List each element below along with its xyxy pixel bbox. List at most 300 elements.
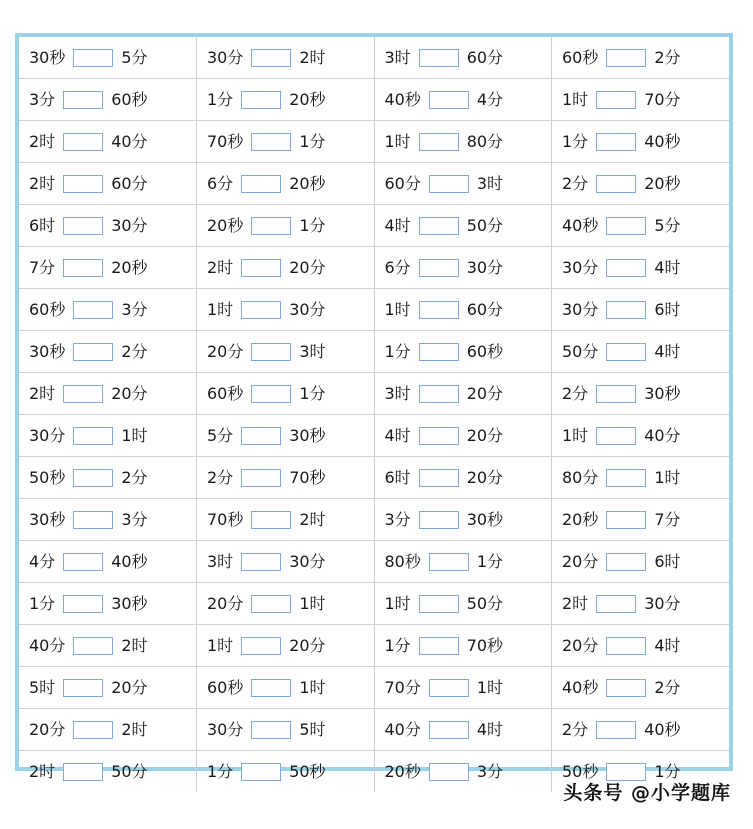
problem-cell <box>19 751 197 793</box>
right-quantity: 1分 <box>299 383 326 403</box>
right-quantity: 2时 <box>299 509 326 529</box>
problem-cell <box>552 583 730 625</box>
answer-box[interactable] <box>606 49 646 67</box>
problem-cell <box>374 373 552 415</box>
problem-cell <box>374 625 552 667</box>
problem-cell <box>552 79 730 121</box>
answer-box[interactable] <box>419 49 459 67</box>
answer-box[interactable] <box>63 763 103 781</box>
right-quantity: 5分 <box>121 47 148 67</box>
problem-cell <box>374 499 552 541</box>
answer-box[interactable] <box>251 595 291 613</box>
table-row <box>19 373 729 415</box>
problem-cell <box>197 289 375 331</box>
right-quantity: 1时 <box>476 677 504 697</box>
right-quantity: 60分 <box>466 299 504 319</box>
left-quantity: 30秒 <box>29 47 66 67</box>
problem-cell <box>197 751 375 793</box>
left-quantity: 70分 <box>384 677 421 697</box>
right-quantity: 50秒 <box>289 761 326 781</box>
right-quantity: 5时 <box>299 719 326 739</box>
left-quantity: 40秒 <box>562 677 599 697</box>
right-quantity: 30秒 <box>644 383 681 403</box>
left-quantity: 20分 <box>562 551 599 571</box>
right-quantity: 2分 <box>121 341 148 361</box>
left-quantity: 80分 <box>562 467 599 487</box>
problem-cell <box>552 499 730 541</box>
left-quantity: 3时 <box>384 383 411 403</box>
answer-box[interactable] <box>73 49 113 67</box>
table-row <box>19 205 729 247</box>
left-quantity: 40分 <box>384 719 421 739</box>
answer-box[interactable] <box>251 721 291 739</box>
answer-box[interactable] <box>419 133 459 151</box>
left-quantity: 6时 <box>384 467 411 487</box>
left-quantity: 6时 <box>29 215 56 235</box>
left-quantity: 30分 <box>562 299 599 319</box>
answer-box[interactable] <box>596 427 636 445</box>
right-quantity: 5分 <box>654 215 681 235</box>
answer-box[interactable] <box>606 469 646 487</box>
answer-box[interactable] <box>241 175 281 193</box>
right-quantity: 70分 <box>644 89 681 109</box>
answer-box[interactable] <box>419 511 459 529</box>
right-quantity: 4时 <box>654 341 681 361</box>
problem-cell <box>19 331 197 373</box>
problem-cell <box>197 709 375 751</box>
problem-cell <box>19 289 197 331</box>
left-quantity: 20分 <box>562 635 599 655</box>
table-row <box>19 415 729 457</box>
answer-box[interactable] <box>429 721 469 739</box>
left-quantity: 4时 <box>384 425 411 445</box>
right-quantity: 1分 <box>654 761 681 781</box>
right-quantity: 60秒 <box>111 89 148 109</box>
problem-cell <box>552 541 730 583</box>
right-quantity: 50分 <box>466 215 504 235</box>
left-quantity: 20分 <box>207 593 244 613</box>
table-row <box>19 289 729 331</box>
problem-cell <box>19 37 197 79</box>
problem-cell <box>197 667 375 709</box>
left-quantity: 70秒 <box>207 509 244 529</box>
left-quantity: 20分 <box>207 341 244 361</box>
problem-cell <box>197 37 375 79</box>
answer-box[interactable] <box>419 259 459 277</box>
right-quantity: 50分 <box>466 593 504 613</box>
answer-box[interactable] <box>251 679 291 697</box>
answer-box[interactable] <box>596 175 636 193</box>
problem-cell <box>552 373 730 415</box>
answer-box[interactable] <box>596 91 636 109</box>
left-quantity: 30分 <box>562 257 599 277</box>
left-quantity: 60秒 <box>29 299 66 319</box>
left-quantity: 2时 <box>562 593 589 613</box>
table-row <box>19 625 729 667</box>
problem-cell <box>19 625 197 667</box>
right-quantity: 1时 <box>299 677 326 697</box>
answer-box[interactable] <box>63 553 103 571</box>
right-quantity: 20秒 <box>289 173 326 193</box>
left-quantity: 2分 <box>207 467 234 487</box>
answer-box[interactable] <box>606 553 646 571</box>
right-quantity: 1时 <box>654 467 681 487</box>
problem-cell <box>552 709 730 751</box>
left-quantity: 1时 <box>207 299 234 319</box>
right-quantity: 30秒 <box>111 593 148 613</box>
answer-box[interactable] <box>606 679 646 697</box>
right-quantity: 4时 <box>654 257 681 277</box>
left-quantity: 1分 <box>29 593 56 613</box>
right-quantity: 30分 <box>289 551 326 571</box>
right-quantity: 3分 <box>121 299 148 319</box>
answer-box[interactable] <box>251 343 291 361</box>
right-quantity: 20秒 <box>111 257 148 277</box>
right-quantity: 40分 <box>644 425 681 445</box>
answer-box[interactable] <box>73 427 113 445</box>
left-quantity: 4分 <box>29 551 56 571</box>
table-row <box>19 499 729 541</box>
problem-cell <box>552 667 730 709</box>
left-quantity: 30秒 <box>29 341 66 361</box>
left-quantity: 3时 <box>207 551 234 571</box>
answer-box[interactable] <box>606 301 646 319</box>
problem-cell <box>19 79 197 121</box>
right-quantity: 60分 <box>466 47 504 67</box>
table-row <box>19 79 729 121</box>
problem-cell <box>19 541 197 583</box>
problem-cell <box>374 415 552 457</box>
left-quantity: 2时 <box>29 131 56 151</box>
problem-cell <box>19 163 197 205</box>
left-quantity: 6分 <box>207 173 234 193</box>
left-quantity: 20分 <box>29 719 66 739</box>
table-row <box>19 457 729 499</box>
right-quantity: 50分 <box>111 761 148 781</box>
problem-cell <box>197 499 375 541</box>
left-quantity: 1分 <box>207 761 234 781</box>
answer-box[interactable] <box>241 553 281 571</box>
table-row <box>19 37 729 79</box>
problem-cell <box>374 205 552 247</box>
problem-cell <box>197 247 375 289</box>
left-quantity: 7分 <box>29 257 56 277</box>
problem-cell <box>374 79 552 121</box>
left-quantity: 2分 <box>562 719 589 739</box>
problem-cell <box>197 415 375 457</box>
problem-cell <box>374 709 552 751</box>
right-quantity: 4分 <box>476 89 504 109</box>
left-quantity: 60分 <box>384 173 421 193</box>
left-quantity: 30分 <box>207 719 244 739</box>
problem-cell <box>197 541 375 583</box>
right-quantity: 20分 <box>466 467 504 487</box>
left-quantity: 1时 <box>384 593 411 613</box>
problem-cell <box>552 247 730 289</box>
left-quantity: 1分 <box>384 635 411 655</box>
problem-cell <box>374 541 552 583</box>
problem-cell <box>374 121 552 163</box>
answer-box[interactable] <box>241 427 281 445</box>
answer-box[interactable] <box>73 637 113 655</box>
table-row <box>19 667 729 709</box>
answer-box[interactable] <box>63 91 103 109</box>
problem-cell <box>19 667 197 709</box>
left-quantity: 60秒 <box>562 47 599 67</box>
answer-box[interactable] <box>73 511 113 529</box>
left-quantity: 5分 <box>207 425 234 445</box>
answer-box[interactable] <box>63 595 103 613</box>
answer-box[interactable] <box>606 511 646 529</box>
problem-cell <box>19 709 197 751</box>
table-row <box>19 583 729 625</box>
left-quantity: 1分 <box>207 89 234 109</box>
left-quantity: 1时 <box>384 299 411 319</box>
answer-box[interactable] <box>73 469 113 487</box>
left-quantity: 30秒 <box>29 509 66 529</box>
problem-cell <box>552 625 730 667</box>
right-quantity: 4时 <box>476 719 504 739</box>
left-quantity: 20秒 <box>562 509 599 529</box>
right-quantity: 30秒 <box>466 509 504 529</box>
right-quantity: 20分 <box>289 635 326 655</box>
table-row <box>19 121 729 163</box>
right-quantity: 30分 <box>289 299 326 319</box>
problem-cell <box>374 457 552 499</box>
answer-box[interactable] <box>419 217 459 235</box>
left-quantity: 50秒 <box>29 467 66 487</box>
right-quantity: 2分 <box>654 677 681 697</box>
left-quantity: 2时 <box>29 173 56 193</box>
answer-box[interactable] <box>251 511 291 529</box>
right-quantity: 1分 <box>299 215 326 235</box>
answer-box[interactable] <box>63 385 103 403</box>
left-quantity: 3时 <box>384 47 411 67</box>
right-quantity: 20分 <box>111 383 148 403</box>
problem-cell <box>19 373 197 415</box>
answer-box[interactable] <box>251 133 291 151</box>
right-quantity: 3时 <box>476 173 504 193</box>
answer-box[interactable] <box>419 595 459 613</box>
answer-box[interactable] <box>63 133 103 151</box>
answer-box[interactable] <box>419 385 459 403</box>
left-quantity: 30分 <box>207 47 244 67</box>
right-quantity: 1时 <box>299 593 326 613</box>
problem-cell <box>374 247 552 289</box>
left-quantity: 1时 <box>562 89 589 109</box>
right-quantity: 3分 <box>121 509 148 529</box>
worksheet <box>15 33 733 781</box>
answer-box[interactable] <box>429 175 469 193</box>
answer-box[interactable] <box>419 637 459 655</box>
problem-cell <box>197 625 375 667</box>
problem-cell <box>19 499 197 541</box>
left-quantity: 5时 <box>29 677 56 697</box>
problem-cell <box>19 121 197 163</box>
left-quantity: 4时 <box>384 215 411 235</box>
problem-cell <box>197 331 375 373</box>
problem-cell <box>197 373 375 415</box>
answer-box[interactable] <box>251 385 291 403</box>
left-quantity: 1时 <box>384 131 411 151</box>
right-quantity: 2时 <box>299 47 326 67</box>
problem-cell <box>19 415 197 457</box>
answer-box[interactable] <box>251 217 291 235</box>
answer-box[interactable] <box>73 301 113 319</box>
left-quantity: 30分 <box>29 425 66 445</box>
left-quantity: 2分 <box>562 383 589 403</box>
problem-cell <box>552 415 730 457</box>
answer-box[interactable] <box>606 637 646 655</box>
left-quantity: 80秒 <box>384 551 421 571</box>
problem-cell <box>197 121 375 163</box>
answer-box[interactable] <box>429 763 469 781</box>
answer-box[interactable] <box>241 469 281 487</box>
answer-box[interactable] <box>241 91 281 109</box>
problem-cell <box>197 163 375 205</box>
right-quantity: 80分 <box>466 131 504 151</box>
problem-cell <box>552 289 730 331</box>
answer-box[interactable] <box>419 469 459 487</box>
answer-box[interactable] <box>596 595 636 613</box>
left-quantity: 1时 <box>562 425 589 445</box>
right-quantity: 70秒 <box>289 467 326 487</box>
left-quantity: 40秒 <box>562 215 599 235</box>
problem-cell <box>19 205 197 247</box>
right-quantity: 7分 <box>654 509 681 529</box>
right-quantity: 6时 <box>654 551 681 571</box>
right-quantity: 1时 <box>121 425 148 445</box>
right-quantity: 40分 <box>111 131 148 151</box>
right-quantity: 30分 <box>644 593 681 613</box>
right-quantity: 30分 <box>111 215 148 235</box>
left-quantity: 1分 <box>562 131 589 151</box>
right-quantity: 70秒 <box>466 635 504 655</box>
problem-cell <box>19 457 197 499</box>
answer-box[interactable] <box>73 721 113 739</box>
right-quantity: 20分 <box>466 425 504 445</box>
answer-box[interactable] <box>73 343 113 361</box>
left-quantity: 50分 <box>562 341 599 361</box>
right-quantity: 4时 <box>654 635 681 655</box>
problem-cell <box>374 751 552 793</box>
answer-box[interactable] <box>419 343 459 361</box>
answer-box[interactable] <box>429 91 469 109</box>
table-row <box>19 541 729 583</box>
answer-box[interactable] <box>596 133 636 151</box>
right-quantity: 20分 <box>466 383 504 403</box>
left-quantity: 40秒 <box>384 89 421 109</box>
right-quantity: 40秒 <box>644 131 681 151</box>
answer-box[interactable] <box>241 637 281 655</box>
right-quantity: 20秒 <box>289 89 326 109</box>
problem-cell <box>552 331 730 373</box>
answer-box[interactable] <box>251 49 291 67</box>
left-quantity: 1分 <box>384 341 411 361</box>
left-quantity: 6分 <box>384 257 411 277</box>
right-quantity: 1分 <box>476 551 504 571</box>
problem-cell <box>552 163 730 205</box>
answer-box[interactable] <box>241 259 281 277</box>
answer-box[interactable] <box>241 763 281 781</box>
right-quantity: 3时 <box>299 341 326 361</box>
problem-cell <box>374 163 552 205</box>
problem-cell <box>19 583 197 625</box>
problem-cell <box>552 205 730 247</box>
right-quantity: 20分 <box>111 677 148 697</box>
answer-box[interactable] <box>241 301 281 319</box>
answer-box[interactable] <box>63 259 103 277</box>
problem-cell <box>374 331 552 373</box>
comparison-grid <box>19 37 729 792</box>
left-quantity: 2分 <box>562 173 589 193</box>
left-quantity: 60秒 <box>207 383 244 403</box>
left-quantity: 20秒 <box>207 215 244 235</box>
problem-cell <box>552 121 730 163</box>
answer-box[interactable] <box>596 721 636 739</box>
answer-box[interactable] <box>63 679 103 697</box>
right-quantity: 60秒 <box>466 341 504 361</box>
table-row <box>19 163 729 205</box>
right-quantity: 2时 <box>121 719 148 739</box>
right-quantity: 40秒 <box>644 719 681 739</box>
left-quantity: 2时 <box>29 761 56 781</box>
problem-cell <box>552 37 730 79</box>
table-row <box>19 709 729 751</box>
answer-box[interactable] <box>596 385 636 403</box>
answer-box[interactable] <box>429 679 469 697</box>
left-quantity: 3分 <box>384 509 411 529</box>
footer-credit: 头条号 @小学题库 <box>563 782 731 804</box>
answer-box[interactable] <box>63 217 103 235</box>
left-quantity: 50秒 <box>562 761 599 781</box>
left-quantity: 2时 <box>207 257 234 277</box>
right-quantity: 30秒 <box>289 425 326 445</box>
answer-box[interactable] <box>606 343 646 361</box>
right-quantity: 2分 <box>121 467 148 487</box>
answer-box[interactable] <box>419 301 459 319</box>
problem-cell <box>197 205 375 247</box>
problem-cell <box>552 457 730 499</box>
right-quantity: 1分 <box>299 131 326 151</box>
problem-cell <box>374 583 552 625</box>
problem-cell <box>197 79 375 121</box>
left-quantity: 70秒 <box>207 131 244 151</box>
right-quantity: 6时 <box>654 299 681 319</box>
left-quantity: 60秒 <box>207 677 244 697</box>
problem-cell <box>374 667 552 709</box>
right-quantity: 3分 <box>476 761 504 781</box>
problem-cell <box>374 37 552 79</box>
right-quantity: 30分 <box>466 257 504 277</box>
right-quantity: 20分 <box>289 257 326 277</box>
problem-cell <box>197 457 375 499</box>
answer-box[interactable] <box>606 259 646 277</box>
right-quantity: 2分 <box>654 47 681 67</box>
problem-cell <box>197 583 375 625</box>
right-quantity: 20秒 <box>644 173 681 193</box>
right-quantity: 60分 <box>111 173 148 193</box>
left-quantity: 3分 <box>29 89 56 109</box>
answer-box[interactable] <box>419 427 459 445</box>
answer-box[interactable] <box>429 553 469 571</box>
answer-box[interactable] <box>63 175 103 193</box>
left-quantity: 40分 <box>29 635 66 655</box>
answer-box[interactable] <box>606 217 646 235</box>
table-row <box>19 331 729 373</box>
table-row <box>19 247 729 289</box>
problem-cell <box>19 247 197 289</box>
